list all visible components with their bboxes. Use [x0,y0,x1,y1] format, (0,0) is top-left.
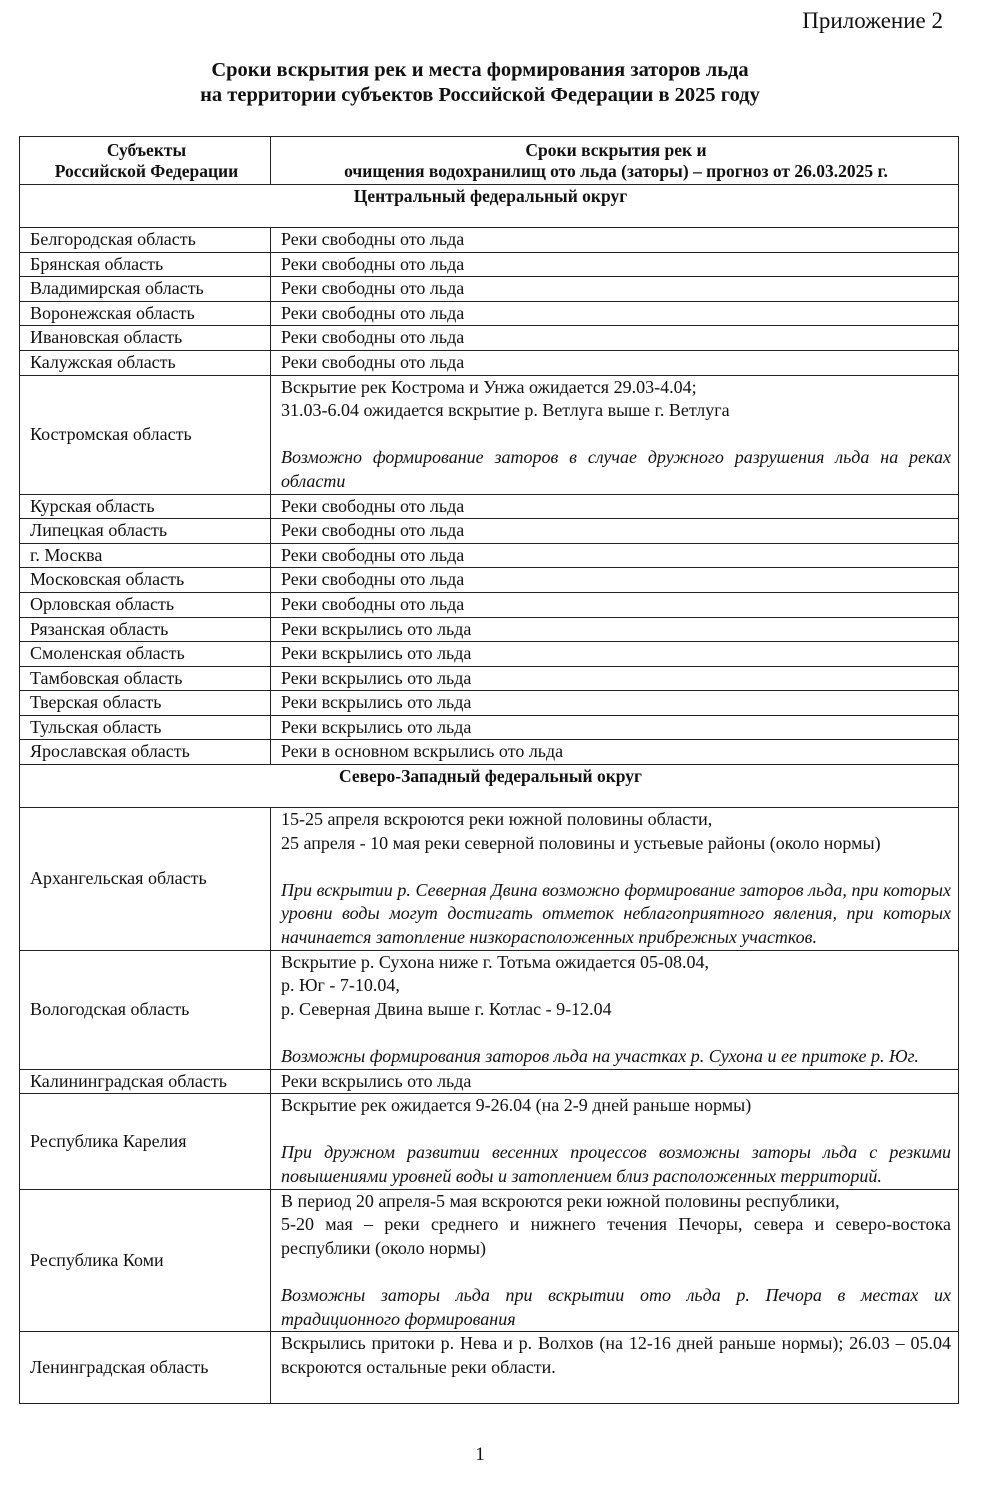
forecast-cell [271,277,959,302]
subject-cell: Ленинградская область [20,1332,271,1404]
subject-cell: Архангельская область [20,808,271,951]
forecast-cell [271,617,959,642]
forecast-line: Реки свободны ото льда [281,327,465,348]
table-row [20,326,959,351]
table-row [20,277,959,302]
forecast-line: Реки в основном вскрылись ото льда [281,741,564,762]
subject-cell: Курская область [20,494,271,519]
forecast-line: Реки свободны ото льда [281,593,465,614]
ice-jam-note: Возможны заторы льда при вскрытии ото льда р. Печора в местах их традиционного формирования [281,1284,951,1329]
header-subjects: Субъекты Российской Федерации [20,137,271,185]
table-header-row [20,137,959,185]
subject-cell: Калужская область [20,350,271,375]
forecast-cell [271,494,959,519]
page-number: 1 [475,1444,485,1465]
ice-jam-note: При дружном развитии весенних процессов возможны заторы льда с резкими повышениями уровней воды и затоплением близ расположенных территорий. [281,1142,951,1186]
forecast-line: Реки вскрылись ото льда [281,618,472,639]
forecast-line: Реки вскрылись ото льда [281,643,472,664]
forecast-cell [271,326,959,351]
forecast-line: Реки вскрылись ото льда [281,1070,472,1091]
forecast-cell [271,1332,959,1404]
subject-cell: Тверская область [20,691,271,716]
district-row [20,185,959,228]
forecast-line: 5-20 мая – реки среднего и нижнего течения Печоры, севера и северо-востока республики (около нормы) [281,1214,951,1258]
table-row [20,691,959,716]
forecast-line: Реки свободны ото льда [281,569,465,590]
subject-cell: Тульская область [20,715,271,740]
table-row [20,666,959,691]
forecast-cell [271,519,959,544]
subject-cell: Тамбовская область [20,666,271,691]
forecast-cell [271,350,959,375]
forecast-cell [271,1189,959,1332]
forecast-line: 15-25 апреля вскроются реки южной половины области, [281,809,713,830]
subject-cell: Смоленская область [20,642,271,667]
forecast-line: Вскрытие рек Кострома и Унжа ожидается 29.03-4.04; [281,376,697,397]
forecast-line: Реки свободны ото льда [281,253,465,274]
title-line-1: Сроки вскрытия рек и места формирования заторов льда [211,59,749,81]
table-row [20,494,959,519]
forecast-line: Реки свободны ото льда [281,229,465,249]
district-row [20,765,959,808]
forecast-line: Реки свободны ото льда [281,302,465,323]
forecast-line: Вскрытие р. Сухона ниже г. Тотьма ожидается 05-08.04, [281,951,709,972]
forecast-cell [271,375,959,494]
paragraph-gap [281,1260,951,1284]
subject-cell: Рязанская область [20,617,271,642]
subject-cell: г. Москва [20,543,271,568]
forecast-line: р. Юг - 7-10.04, [281,975,400,996]
subject-cell: Ивановская область [20,326,271,351]
forecast-cell [271,568,959,593]
table-row [20,1069,959,1094]
subject-cell: Белгородская область [20,228,271,253]
table-row [20,375,959,494]
table-row [20,642,959,667]
forecast-line: Реки свободны ото льда [281,520,465,541]
forecast-line: Реки вскрылись ото льда [281,716,472,737]
forecast-line: Вскрытие рек ожидается 9-26.04 (на 2-9 дней раньше нормы) [281,1095,752,1116]
paragraph-gap [281,423,951,447]
forecast-cell [271,808,959,951]
table-row [20,592,959,617]
forecast-line: В период 20 апреля-5 мая вскроются реки южной половины республики, [281,1190,840,1211]
table-row [20,568,959,593]
forecast-cell [271,666,959,691]
appendix-label: Приложение 2 [802,8,943,33]
forecast-cell [271,950,959,1069]
forecast-cell [271,715,959,740]
table-row [20,950,959,1069]
forecast-cell [271,642,959,667]
header-forecast: Сроки вскрытия рек и очищения водохранилищ ото льда (заторы) – прогноз от 26.03.2025 г. [271,137,959,185]
paragraph-gap [281,1118,951,1142]
table-row [20,228,959,253]
district-heading: Центральный федеральный округ [20,185,959,228]
paragraph-gap [281,1021,951,1045]
forecast-cell [271,1094,959,1189]
table-row [20,740,959,765]
subject-cell: Калининградская область [20,1069,271,1094]
subject-cell: Орловская область [20,592,271,617]
table-row [20,252,959,277]
forecast-cell [271,691,959,716]
forecast-line: р. Северная Двина выше г. Котлас - 9-12.04 [281,998,612,1019]
subject-cell: Ярославская область [20,740,271,765]
table-row [20,715,959,740]
forecast-line: Реки свободны ото льда [281,351,465,372]
paragraph-gap [281,1379,951,1403]
ice-jam-note: При вскрытии р. Северная Двина возможно формирование заторов льда, при которых уровни воды могут достигать отметок неблагоприятного явления, при которых начинается затопление низкорасположенных прибрежных участков. [281,879,951,948]
title-line-2: на территории субъектов Российской Федерации в 2025 году [200,84,760,106]
table-row [20,1189,959,1332]
subject-cell: Костромская область [20,375,271,494]
subject-cell: Республика Коми [20,1189,271,1332]
forecast-line: 25 апреля - 10 мая реки северной половины и устьевые районы (около нормы) [281,832,881,853]
forecast-line: Вскрылись притоки р. Нева и р. Волхов (на 12-16 дней раньше нормы); 26.03 – 05.04 вскроются остальные реки области. [281,1333,951,1377]
subject-cell: Брянская область [20,252,271,277]
subject-cell: Республика Карелия [20,1094,271,1189]
subject-cell: Воронежская область [20,301,271,326]
ice-jam-note: Возможны формирования заторов льда на участках р. Сухона и ее притоке р. Юг. [281,1046,919,1066]
forecast-cell [271,228,959,253]
table-row [20,1332,959,1404]
district-heading: Северо-Западный федеральный округ [20,765,959,808]
forecast-cell [271,1069,959,1094]
ice-breakup-table [19,136,959,1404]
document-title [0,58,960,108]
forecast-line: Реки свободны ото льда [281,544,465,565]
table-body [20,185,959,1404]
forecast-cell [271,543,959,568]
subject-cell: Московская область [20,568,271,593]
forecast-cell [271,252,959,277]
table-row [20,543,959,568]
subject-cell: Вологодская область [20,950,271,1069]
forecast-cell [271,301,959,326]
forecast-cell [271,592,959,617]
subject-cell: Липецкая область [20,519,271,544]
table-row [20,617,959,642]
table-row [20,519,959,544]
table-row [20,350,959,375]
table-row [20,301,959,326]
table-row [20,1094,959,1189]
paragraph-gap [281,855,951,879]
forecast-line: 31.03-6.04 ожидается вскрытие р. Ветлуга выше г. Ветлуга [281,400,730,421]
forecast-cell [271,740,959,765]
ice-jam-note: Возможно формирование заторов в случае дружного разрушения льда на реках области [281,447,951,491]
forecast-line: Реки свободны ото льда [281,495,465,516]
subject-cell: Владимирская область [20,277,271,302]
forecast-line: Реки вскрылись ото льда [281,692,472,713]
table-row [20,808,959,951]
forecast-line: Реки свободны ото льда [281,278,465,299]
forecast-line: Реки вскрылись ото льда [281,667,472,688]
